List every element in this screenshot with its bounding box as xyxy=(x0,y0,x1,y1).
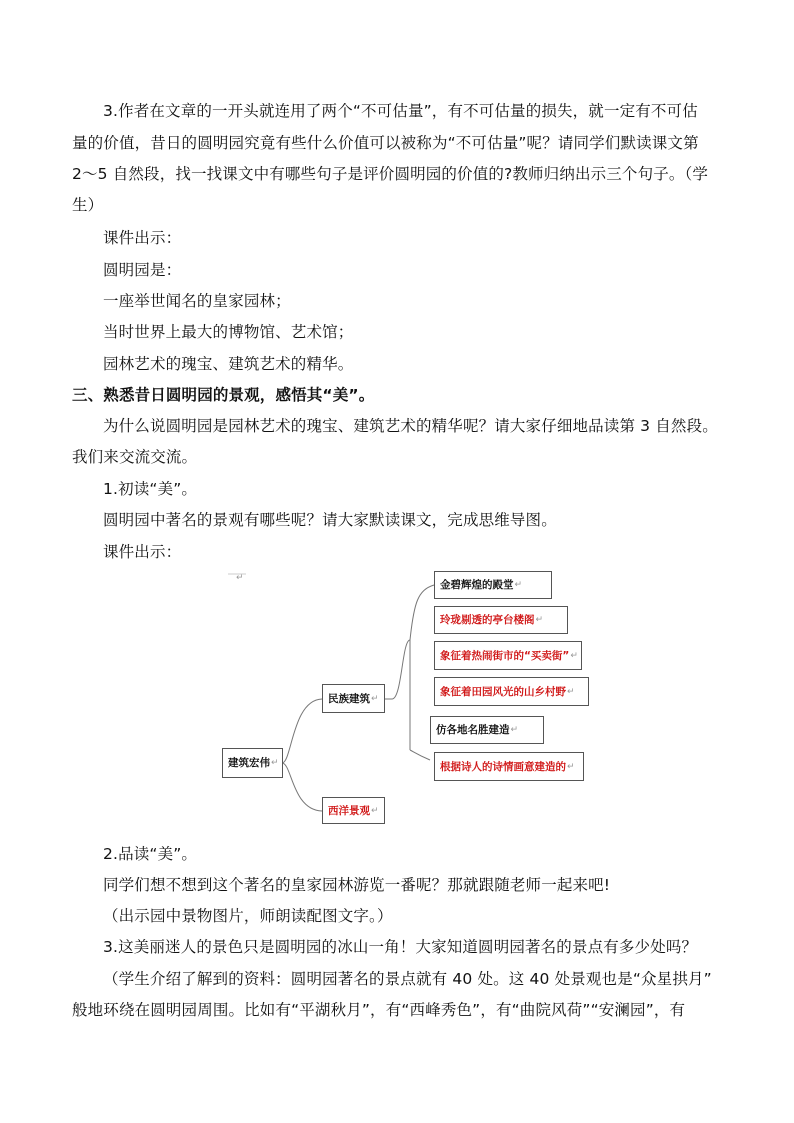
paragraph-line: 一座举世闻名的皇家园林； xyxy=(103,292,291,310)
paragraph-line: 3.作者在文章的一开头就连用了两个“不可估量”，有不可估量的损失，就一定有不可估 xyxy=(103,102,698,120)
paragraph-line: 圆明园中著名的景观有哪些呢？请大家默读课文，完成思维导图。 xyxy=(103,511,557,529)
paragraph-mark: ↵ xyxy=(236,573,244,583)
mindmap-leaf: 象征着热闹街市的“买卖街” ↵ xyxy=(434,641,582,670)
paragraph-line: 为什么说圆明园是园林艺术的瑰宝、建筑艺术的精华呢？请大家仔细地品读第 3 自然段。 xyxy=(103,417,718,435)
connector-bottom-curl xyxy=(410,750,430,760)
paragraph-line: 圆明园是： xyxy=(103,261,182,279)
mindmap-leaf: 象征着田园风光的山乡村野 ↵ xyxy=(434,677,589,706)
paragraph-line: 我们来交流交流。 xyxy=(72,448,198,466)
connector-ethnic-bracket xyxy=(385,640,410,750)
paragraph-line: 课件出示： xyxy=(103,229,182,247)
paragraph-line: 园林艺术的瑰宝、建筑艺术的精华。 xyxy=(103,355,354,373)
paragraph-line: （学生介绍了解到的资料：圆明园著名的景点就有 40 处。这 40 处景观也是“众星拱月” xyxy=(103,970,712,988)
paragraph-line: 2～5 自然段，找一找课文中有哪些句子是评价圆明园的价值的?教师归纳出示三个句子。（学 xyxy=(72,165,709,183)
paragraph-line: 2.品读“美”。 xyxy=(103,845,198,863)
paragraph-line: 3.这美丽迷人的景色只是圆明园的冰山一角！大家知道圆明园著名的景点有多少处吗？ xyxy=(103,938,698,956)
paragraph-line: 般地环绕在圆明园周围。比如有“平湖秋月”，有“西峰秀色”，有“曲院风荷”“安澜园”，有 xyxy=(72,1001,686,1019)
paragraph-line: 量的价值，昔日的圆明园究竟有些什么价值可以被称为“不可估量”呢？请同学们默读课文第 xyxy=(72,134,699,152)
mindmap-leaf: 根据诗人的诗情画意建造的 ↵ xyxy=(434,752,584,781)
paragraph-line: 当时世界上最大的博物馆、艺术馆； xyxy=(103,323,354,341)
connector-root-to-western xyxy=(282,763,322,811)
section-heading: 三、熟悉昔日圆明园的景观，感悟其“美”。 xyxy=(72,386,375,404)
mindmap-root-node: 建筑宏伟 ↵ xyxy=(222,748,283,778)
paragraph-line: 同学们想不想到这个著名的皇家园林游览一番呢？那就跟随老师一起来吧! xyxy=(103,876,611,894)
mindmap-branch-ethnic: 民族建筑 ↵ xyxy=(322,684,385,713)
mindmap-leaf: 仿各地名胜建造 ↵ xyxy=(430,716,544,744)
mindmap-leaf: 玲珑剔透的亭台楼阁 ↵ xyxy=(434,606,568,634)
paragraph-line: （出示园中景物图片，师朗读配图文字。） xyxy=(103,907,393,925)
paragraph-line: 1.初读“美”。 xyxy=(103,480,198,498)
paragraph-line: 课件出示： xyxy=(103,543,182,561)
connector-root-to-ethnic xyxy=(282,699,322,763)
mindmap-branch-western: 西洋景观 ↵ xyxy=(322,797,385,824)
paragraph-line: 生） xyxy=(72,196,104,214)
mindmap-leaf: 金碧辉煌的殿堂 ↵ xyxy=(434,571,552,599)
connector-top-curl xyxy=(410,585,434,640)
